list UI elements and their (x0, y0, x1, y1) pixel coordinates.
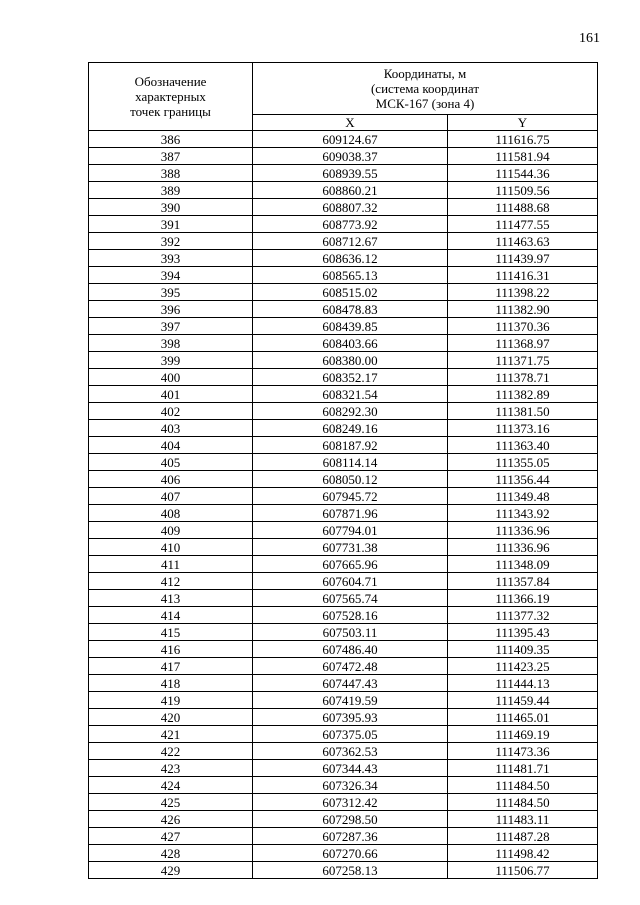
y-coordinate-cell: 111343.92 (448, 505, 598, 522)
y-coordinate-cell: 111382.90 (448, 301, 598, 318)
page-number: 161 (579, 31, 600, 46)
point-number-cell: 403 (89, 420, 253, 437)
y-coordinate-cell: 111544.36 (448, 165, 598, 182)
point-number-cell: 407 (89, 488, 253, 505)
point-number-cell: 408 (89, 505, 253, 522)
y-coordinate-cell: 111509.56 (448, 182, 598, 199)
table-row (89, 573, 598, 590)
y-coordinate-cell: 111473.36 (448, 743, 598, 760)
y-coordinate-cell: 111348.09 (448, 556, 598, 573)
coords-header-line: МСК-167 (зона 4) (375, 96, 475, 111)
table-row (89, 165, 598, 182)
point-number-cell: 428 (89, 845, 253, 862)
table-row (89, 199, 598, 216)
point-number-cell: 417 (89, 658, 253, 675)
x-coordinate-cell: 608807.32 (253, 199, 448, 216)
point-number-cell: 413 (89, 590, 253, 607)
y-coordinate-cell: 111363.40 (448, 437, 598, 454)
y-coordinate-cell: 111581.94 (448, 148, 598, 165)
y-coordinate-cell: 111616.75 (448, 131, 598, 148)
point-number-cell: 411 (89, 556, 253, 573)
point-number-cell: 387 (89, 148, 253, 165)
y-coordinate-cell: 111349.48 (448, 488, 598, 505)
x-column-header: X (253, 115, 448, 131)
point-number-cell: 394 (89, 267, 253, 284)
x-coordinate-cell: 607395.93 (253, 709, 448, 726)
table-body (89, 131, 598, 879)
point-number-cell: 406 (89, 471, 253, 488)
point-number-cell: 395 (89, 284, 253, 301)
table-row (89, 131, 598, 148)
table-row (89, 335, 598, 352)
coordinates-table (88, 62, 598, 879)
y-coordinate-cell: 111378.71 (448, 369, 598, 386)
y-coordinate-cell: 111382.89 (448, 386, 598, 403)
table-row (89, 777, 598, 794)
y-coordinate-cell: 111477.55 (448, 216, 598, 233)
table-row (89, 675, 598, 692)
x-coordinate-cell: 607731.38 (253, 539, 448, 556)
point-number-cell: 421 (89, 726, 253, 743)
y-coordinate-cell: 111370.36 (448, 318, 598, 335)
table-row (89, 250, 598, 267)
y-coordinate-cell: 111498.42 (448, 845, 598, 862)
point-number-cell: 415 (89, 624, 253, 641)
points-header-line: характерных (135, 89, 206, 104)
x-coordinate-cell: 607528.16 (253, 607, 448, 624)
x-coordinate-cell: 608321.54 (253, 386, 448, 403)
table-row (89, 862, 598, 879)
table-row (89, 539, 598, 556)
x-coordinate-cell: 608939.55 (253, 165, 448, 182)
point-number-cell: 402 (89, 403, 253, 420)
y-coordinate-cell: 111366.19 (448, 590, 598, 607)
point-number-cell: 400 (89, 369, 253, 386)
point-number-cell: 392 (89, 233, 253, 250)
x-coordinate-cell: 607298.50 (253, 811, 448, 828)
x-coordinate-cell: 608515.02 (253, 284, 448, 301)
y-coordinate-cell: 111336.96 (448, 539, 598, 556)
y-coordinate-cell: 111488.68 (448, 199, 598, 216)
point-number-cell: 390 (89, 199, 253, 216)
x-coordinate-cell: 607794.01 (253, 522, 448, 539)
y-coordinate-cell: 111481.71 (448, 760, 598, 777)
x-coordinate-cell: 608050.12 (253, 471, 448, 488)
y-coordinate-cell: 111377.32 (448, 607, 598, 624)
table-row (89, 845, 598, 862)
point-number-cell: 391 (89, 216, 253, 233)
x-coordinate-cell: 608403.66 (253, 335, 448, 352)
y-column-header: Y (448, 115, 598, 131)
x-coordinate-cell: 608352.17 (253, 369, 448, 386)
y-coordinate-cell: 111381.50 (448, 403, 598, 420)
x-coordinate-cell: 607344.43 (253, 760, 448, 777)
point-number-cell: 426 (89, 811, 253, 828)
point-number-cell: 420 (89, 709, 253, 726)
point-number-cell: 429 (89, 862, 253, 879)
table-row (89, 709, 598, 726)
point-number-cell: 424 (89, 777, 253, 794)
y-coordinate-cell: 111371.75 (448, 352, 598, 369)
x-coordinate-cell: 607326.34 (253, 777, 448, 794)
point-number-cell: 388 (89, 165, 253, 182)
table-row (89, 437, 598, 454)
point-number-cell: 410 (89, 539, 253, 556)
point-number-cell: 416 (89, 641, 253, 658)
point-number-cell: 425 (89, 794, 253, 811)
y-coordinate-cell: 111395.43 (448, 624, 598, 641)
x-coordinate-cell: 607604.71 (253, 573, 448, 590)
table-row (89, 318, 598, 335)
y-coordinate-cell: 111416.31 (448, 267, 598, 284)
x-coordinate-cell: 607270.66 (253, 845, 448, 862)
x-coordinate-cell: 608478.83 (253, 301, 448, 318)
x-coordinate-cell: 608187.92 (253, 437, 448, 454)
point-number-cell: 399 (89, 352, 253, 369)
x-coordinate-cell: 609124.67 (253, 131, 448, 148)
table-row (89, 301, 598, 318)
table-row (89, 811, 598, 828)
y-coordinate-cell: 111373.16 (448, 420, 598, 437)
x-coordinate-cell: 607375.05 (253, 726, 448, 743)
table-row (89, 624, 598, 641)
x-coordinate-cell: 608565.13 (253, 267, 448, 284)
table-row (89, 267, 598, 284)
table-row (89, 182, 598, 199)
y-coordinate-cell: 111459.44 (448, 692, 598, 709)
point-number-cell: 386 (89, 131, 253, 148)
y-coordinate-cell: 111484.50 (448, 794, 598, 811)
table-row (89, 760, 598, 777)
point-number-cell: 414 (89, 607, 253, 624)
coords-header-line: Координаты, м (383, 66, 467, 81)
x-coordinate-cell: 607871.96 (253, 505, 448, 522)
table-row (89, 794, 598, 811)
table-row (89, 420, 598, 437)
x-coordinate-cell: 608114.14 (253, 454, 448, 471)
x-coordinate-cell: 608860.21 (253, 182, 448, 199)
table-row (89, 590, 598, 607)
y-coordinate-cell: 111465.01 (448, 709, 598, 726)
table-row (89, 607, 598, 624)
point-number-cell: 409 (89, 522, 253, 539)
y-coordinate-cell: 111336.96 (448, 522, 598, 539)
point-number-cell: 389 (89, 182, 253, 199)
y-coordinate-cell: 111506.77 (448, 862, 598, 879)
x-coordinate-cell: 607287.36 (253, 828, 448, 845)
x-coordinate-cell: 608636.12 (253, 250, 448, 267)
x-coordinate-cell: 607312.42 (253, 794, 448, 811)
x-coordinate-cell: 608292.30 (253, 403, 448, 420)
table-row (89, 488, 598, 505)
x-coordinate-cell: 607258.13 (253, 862, 448, 879)
table-row (89, 743, 598, 760)
y-coordinate-cell: 111487.28 (448, 828, 598, 845)
point-number-cell: 422 (89, 743, 253, 760)
table-row (89, 658, 598, 675)
point-number-cell: 412 (89, 573, 253, 590)
y-coordinate-cell: 111356.44 (448, 471, 598, 488)
table-row (89, 641, 598, 658)
y-coordinate-cell: 111355.05 (448, 454, 598, 471)
table-row (89, 522, 598, 539)
x-coordinate-cell: 608712.67 (253, 233, 448, 250)
y-coordinate-cell: 111469.19 (448, 726, 598, 743)
x-coordinate-cell: 607945.72 (253, 488, 448, 505)
table-row (89, 556, 598, 573)
x-coordinate-cell: 609038.37 (253, 148, 448, 165)
point-number-cell: 396 (89, 301, 253, 318)
x-coordinate-cell: 607472.48 (253, 658, 448, 675)
x-coordinate-cell: 607565.74 (253, 590, 448, 607)
point-number-cell: 427 (89, 828, 253, 845)
point-number-cell: 423 (89, 760, 253, 777)
y-coordinate-cell: 111463.63 (448, 233, 598, 250)
table-row (89, 403, 598, 420)
y-coordinate-cell: 111484.50 (448, 777, 598, 794)
point-number-cell: 405 (89, 454, 253, 471)
table-row (89, 148, 598, 165)
x-coordinate-cell: 607665.96 (253, 556, 448, 573)
table-row (89, 284, 598, 301)
coordinates-column-header (253, 63, 598, 115)
x-coordinate-cell: 607503.11 (253, 624, 448, 641)
y-coordinate-cell: 111357.84 (448, 573, 598, 590)
y-coordinate-cell: 111398.22 (448, 284, 598, 301)
table-row (89, 216, 598, 233)
y-coordinate-cell: 111368.97 (448, 335, 598, 352)
point-number-cell: 393 (89, 250, 253, 267)
y-coordinate-cell: 111423.25 (448, 658, 598, 675)
x-coordinate-cell: 608773.92 (253, 216, 448, 233)
y-coordinate-cell: 111409.35 (448, 641, 598, 658)
point-number-cell: 401 (89, 386, 253, 403)
points-header-line: точек границы (130, 104, 211, 119)
x-coordinate-cell: 608380.00 (253, 352, 448, 369)
table-row (89, 233, 598, 250)
table-row (89, 828, 598, 845)
point-number-cell: 404 (89, 437, 253, 454)
point-number-cell: 419 (89, 692, 253, 709)
table-row (89, 505, 598, 522)
table-row (89, 386, 598, 403)
coords-header-line: (система координат (370, 81, 480, 96)
x-coordinate-cell: 607419.59 (253, 692, 448, 709)
x-coordinate-cell: 607486.40 (253, 641, 448, 658)
x-coordinate-cell: 608439.85 (253, 318, 448, 335)
point-number-cell: 398 (89, 335, 253, 352)
table-row (89, 369, 598, 386)
table-row (89, 692, 598, 709)
x-coordinate-cell: 607362.53 (253, 743, 448, 760)
y-coordinate-cell: 111483.11 (448, 811, 598, 828)
table-row (89, 726, 598, 743)
points-header-line: Обозначение (134, 74, 207, 89)
point-number-cell: 397 (89, 318, 253, 335)
y-coordinate-cell: 111439.97 (448, 250, 598, 267)
x-coordinate-cell: 607447.43 (253, 675, 448, 692)
x-coordinate-cell: 608249.16 (253, 420, 448, 437)
point-number-cell: 418 (89, 675, 253, 692)
table-row (89, 454, 598, 471)
points-column-header (89, 63, 253, 131)
y-coordinate-cell: 111444.13 (448, 675, 598, 692)
table-row (89, 471, 598, 488)
table-row (89, 352, 598, 369)
